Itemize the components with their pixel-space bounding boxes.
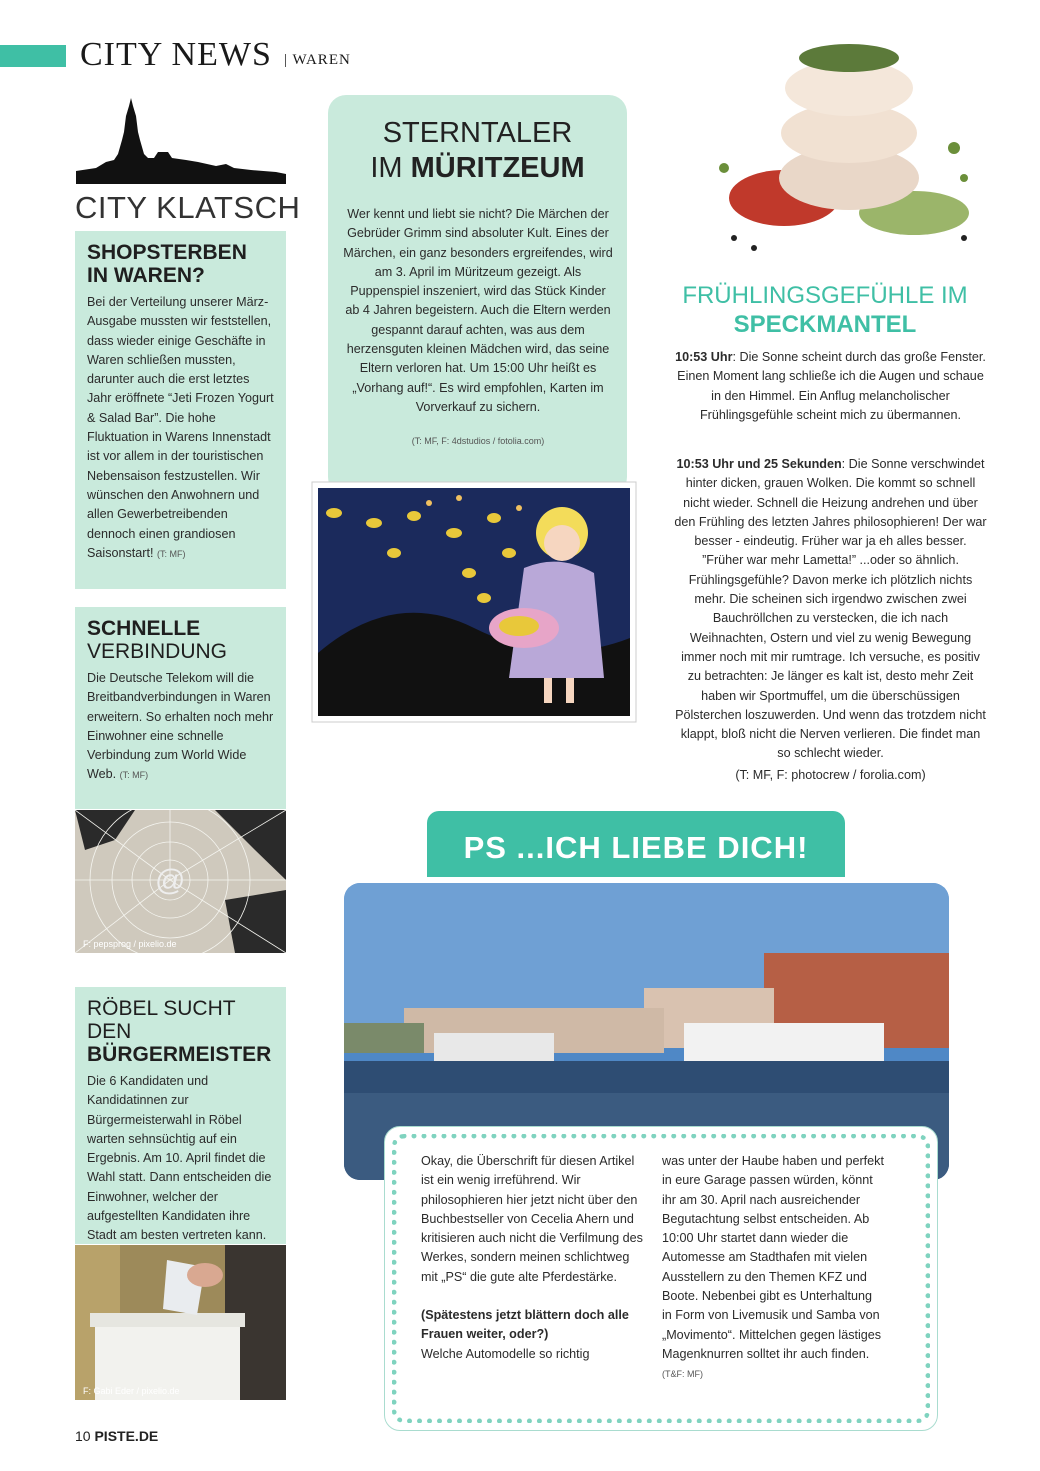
speckmantel-title-line2: SPECKMANTEL [733,311,917,338]
header-accent-bar [0,45,66,67]
vote-photo-credit: F: Gabi Eder / pixelio.de [83,1386,180,1396]
city-skyline-icon [76,96,286,196]
shopsterben-credit: (T: MF) [157,548,186,559]
buergermeister-heading: RÖBEL SUCHT DEN BÜRGERMEISTER [87,997,272,1066]
speckmantel-title-line1: FRÜHLINGSGEFÜHLE IM [682,282,968,309]
sterntaler-credit: (T: MF, F: 4dstudios / fotolia.com) [411,436,545,446]
spiderweb-photo [75,810,286,953]
ps-col1-intro: Okay, die Überschrift für diesen Artikel ist ein wenig irreführend. Wir philosophieren hier jetzt nicht über den Buchbestseller von Cecelia Ahern und kritisieren auch nicht die Verfilmung des Werkes, sondern meinen schlichtweg mit „PS“ die gute alte Pferdestärke. [421,1154,643,1284]
verbindung-box [75,607,286,809]
svg-text:@: @ [155,864,186,897]
ps-column-2 [662,1152,884,1385]
shopsterben-body: Bei der Verteilung unserer März-Ausgabe mussten wir feststellen, dass wieder einige Geschäfte in Waren schließen mussten, darunter auch die erst letztes Jahr eröffnete “Jeti Frozen Yogurt & Salad Bar”. Die hohe Fluktuation in Warens Innenstadt ist vor allem in der touristischen Nebensaison festzustellen. Wir wünschen den Anwohnern und allen Gewerbetreibenden dennoch einen grandiosen Saisonstart! (T: MF) [87,295,274,560]
sterntaler-illustration [304,478,642,728]
buergermeister-box [75,987,286,1244]
speckmantel-credit: (T: MF, F: photocrew / forolia.com) [735,768,926,782]
verbindung-heading: SCHNELLE VERBINDUNG [87,617,228,663]
ballot-box-photo [75,1245,286,1400]
page-footer: 10 PISTE.DE [75,1428,159,1444]
speckmantel-food-image [664,28,994,266]
spiderweb-image [75,810,286,953]
section-subtitle: | WAREN [284,52,351,68]
web-photo-credit: F: pepsprog / pixelio.de [83,939,177,949]
buergermeister-body: Die 6 Kandidaten und Kandidatinnen zur Bürgermeisterwahl in Röbel warten sehnsüchtig auf ein Ergebnis. Am 10. April findet die Wahl statt. Dann entscheiden die Einwohner, welcher der aufgestellten Kandidaten ihre Stadt am besten vertreten kann. [87,1072,276,1266]
sterntaler-title-line1: STERNTALER [382,117,573,149]
verbindung-credit: (T: MF) [119,770,149,781]
speckmantel-paragraph1: 10:53 Uhr: Die Sonne scheint durch das große Fenster. Einen Moment lang schließe ich die Augen und schaue in den Himmel. Ein Anflug melancholischer Frühlingsgefühle scheint mich zu übermannen. [675,350,986,422]
shopsterben-box [75,231,286,589]
shopsterben-heading: SHOPSTERBEN IN WAREN? [87,241,247,287]
speckmantel-paragraph2: 10:53 Uhr und 25 Sekunden: Die Sonne verschwindet hinter dicken, grauen Wolken. Die kommt so schnell nicht wieder. Schnell die Heizung andrehen und über den Frühling des letzten Jahres philosophieren! Der war besser - eindeutig. Früher war ja eh alles besser. ”Früher war mehr Lametta!” ...oder so ähnlich. Frühlingsgefühle? Davon merke ich plötzlich nichts mehr. Die scheinen sich irgendwo zwischen zwei Bauchröllchen zu verstecken, die ich nach Weihnachten, Ostern und viel zu wenig Bewegung immer noch mit mir rumtrage. Ich versuche, es positiv zu betrachten: Je länger es kalt ist, desto mehr Zeit haben wir Sportmuffel, um die überschüssigen Pölsterchen loszuwerden. Und wenn das trotzdem nicht klappt, bloß nicht die Nerven verlieren. Die findet man so schlecht wieder. [674,457,987,761]
ps-col1-cont: Welche Automodelle so richtig [421,1346,590,1361]
ps-col1-bold: (Spätestens jetzt blättern doch alle Frauen weiter, oder?) [421,1308,629,1342]
sterntaler-body: Wer kennt und liebt sie nicht? Die Märchen der Gebrüder Grimm sind absoluter Kult. Eines der Märchen, ein ganz besonders ergreifendes, wird am 3. April im Müritzeum gezeigt. Als Puppenspiel inszeniert, wird das Stück Kinder ab 4 Jahren begeistern. Auch die Eltern werden gespannt darauf achten, was aus dem herzensguten kleinen Mädchen wird, das seine Eltern verloren hat. Um 15:00 Uhr heißt es „Vorhang auf!“. Es wird empfohlen, Karten im Vorverkauf zu sichern. [343,207,613,414]
ballot-box-image [75,1245,286,1400]
section-title: CITY NEWS [80,36,272,73]
city-klatsch-logo: CITY KLATSCH [75,190,301,225]
sterntaler-title-line2: IM MÜRITZEUM [370,152,585,184]
verbindung-body: Die Deutsche Telekom will die Breitbandverbindungen in Waren erweitern. So erhalten noch mehr Einwohner eine schnelle Verbindung zum World Wide Web. (T: MF) [87,671,274,782]
ps-col2-text: was unter der Haube haben und perfekt in eure Garage passen würden, könnt ihr am 30. April nach ausreichender Begutachtung selbst entscheiden. Ab 10:00 Uhr startet dann wieder die Automesse am Stadthafen mit vielen Ausstellern zu den Themen KFZ und Boote. Nebenbei gibt es Unterhaltung in Form von Livemusik und Samba von „Movimento“. Mittelchen gegen lästiges Magenknurren solltet ihr auch finden. (T&F: MF) [662,1154,884,1380]
ps-column-1 [421,1152,643,1364]
ps-banner-title: PS ...ICH LIEBE DICH! [463,830,809,865]
